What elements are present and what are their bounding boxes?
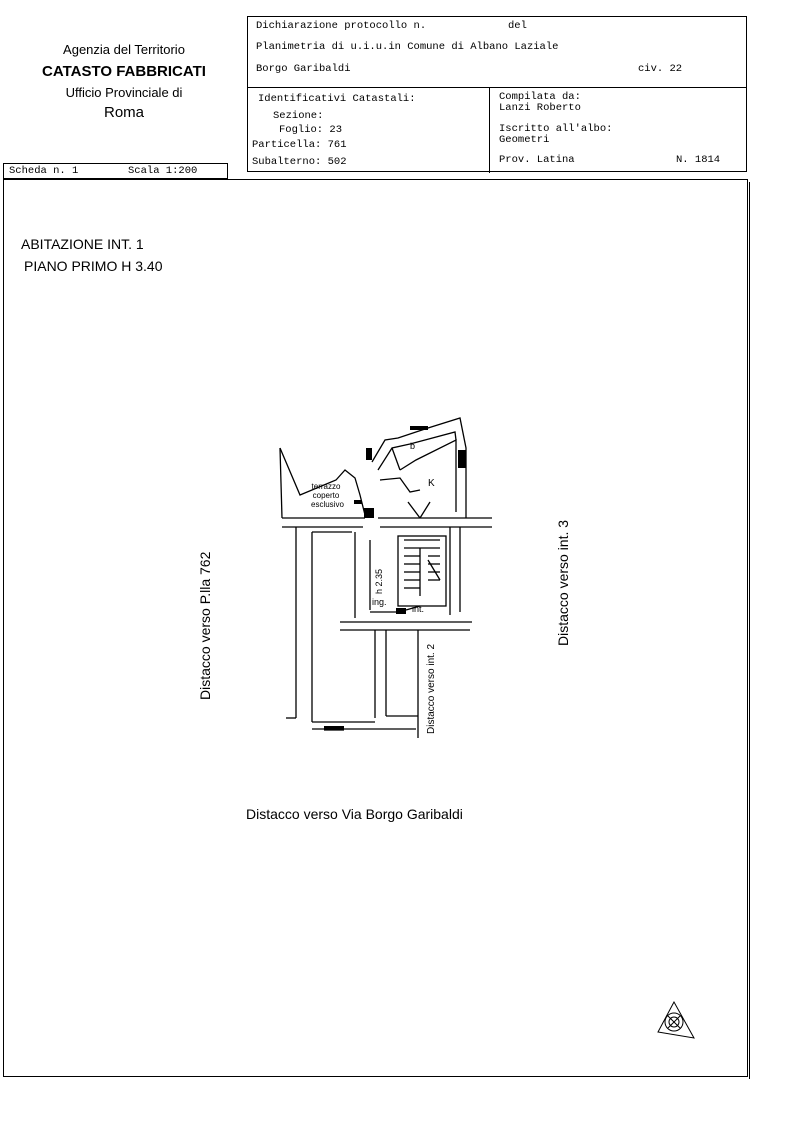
left-distance-label: Distacco verso P.lla 762 xyxy=(197,551,213,700)
agency-city: Roma xyxy=(103,104,144,121)
int2-distance-label: Distacco verso int. 2 xyxy=(426,643,437,734)
ing-label: ing. xyxy=(372,597,387,607)
scheda-number: Scheda n. 1 xyxy=(9,165,79,177)
compass-icon xyxy=(658,1002,694,1038)
subalterno-text: Subalterno: 502 xyxy=(252,156,347,168)
room-k-label: K xyxy=(428,478,435,489)
terrace-label xyxy=(311,482,344,509)
room-b-label: b xyxy=(410,441,416,451)
protocol-del: del xyxy=(508,20,527,32)
agency-office: Ufficio Provinciale di xyxy=(65,85,183,100)
numero-text: N. 1814 xyxy=(676,154,721,166)
bottom-distance-label: Distacco verso Via Borgo Garibaldi xyxy=(246,806,463,822)
scheda-scale: Scala 1:200 xyxy=(128,165,198,177)
int-label: int. xyxy=(412,604,425,614)
compilata-label: Compilata da: xyxy=(499,91,581,103)
right-distance-label: Distacco verso int. 3 xyxy=(555,519,571,646)
identificativi-label: Identificativi Catastali: xyxy=(258,93,416,105)
protocol-label: Dichiarazione protocollo n. xyxy=(256,20,427,32)
iscritto-label: Iscritto all'albo: xyxy=(499,123,613,135)
civ-text: civ. 22 xyxy=(638,63,683,75)
terrace-label-2: coperto xyxy=(312,491,340,500)
terrace-label-3: esclusivo xyxy=(311,500,344,509)
particella-text: Particella: 761 xyxy=(252,139,347,151)
prov-text: Prov. Latina xyxy=(499,154,575,166)
albo-text: Geometri xyxy=(499,134,550,146)
height-label: h 2.35 xyxy=(374,568,384,594)
terrace-label-1: terrazzo xyxy=(311,482,341,491)
agency-name: Agenzia del Territorio xyxy=(63,42,185,57)
foglio-text: Foglio: 23 xyxy=(279,124,343,136)
plan-title: ABITAZIONE INT. 1 xyxy=(21,236,144,252)
plan-subtitle: PIANO PRIMO H 3.40 xyxy=(24,258,163,274)
sezione-text: Sezione: xyxy=(273,110,324,122)
street-text: Borgo Garibaldi xyxy=(256,63,351,75)
planimetria-text: Planimetria di u.i.u.in Comune di Albano Laziale xyxy=(256,41,559,53)
agency-title: CATASTO FABBRICATI xyxy=(42,63,206,80)
compiler-name: Lanzi Roberto xyxy=(499,102,581,114)
